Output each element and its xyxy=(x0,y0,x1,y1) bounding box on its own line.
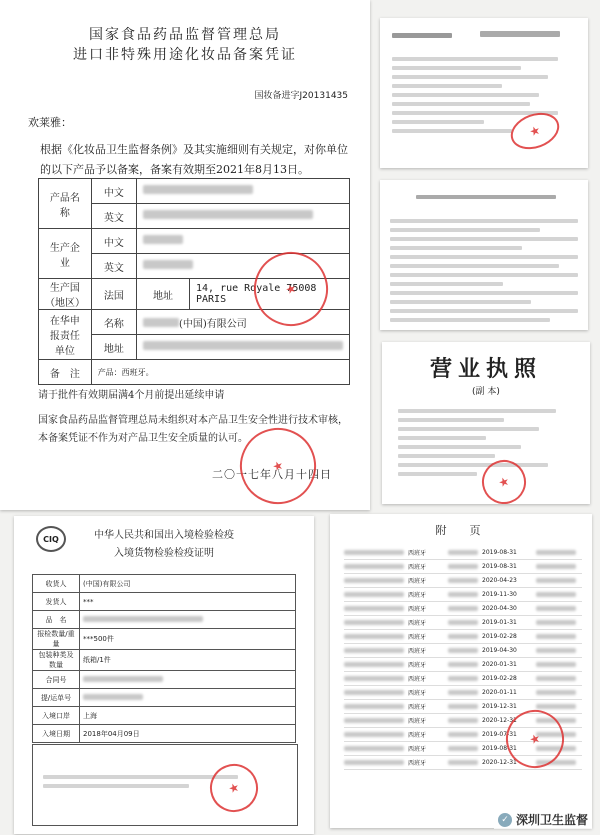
label-english: 英文 xyxy=(91,204,136,229)
filing-certificate xyxy=(0,0,370,510)
label-product-name: 产品名称 xyxy=(39,179,92,229)
label-english: 英文 xyxy=(91,254,136,279)
watermark-text: 深圳卫生监督 xyxy=(515,813,588,827)
label-chinese: 中文 xyxy=(91,229,136,254)
appendix-page xyxy=(330,514,592,828)
invoice-title xyxy=(480,26,560,42)
row-date: 2020-04-23 xyxy=(482,577,517,584)
row-origin: 西班牙 xyxy=(408,704,427,711)
row-origin: 西班牙 xyxy=(408,648,427,655)
row-date: 2019-12-31 xyxy=(482,703,517,710)
row-origin: 西班牙 xyxy=(408,690,427,697)
appendix-row xyxy=(344,588,582,602)
appendix-row xyxy=(344,672,582,686)
label-manufacturer: 生产企业 xyxy=(39,229,92,279)
appendix-row xyxy=(344,658,582,672)
row-date: 2020-12-31 xyxy=(482,717,517,724)
row-origin: 西班牙 xyxy=(408,732,427,739)
row-origin: 西班牙 xyxy=(408,676,427,683)
row-date: 2019-08-31 xyxy=(482,563,517,570)
invoice-number xyxy=(392,28,452,43)
inspection-table: 收货人 (中国)有限公司 发货人 *** 品 名 报检数量/重量 ***500件 包装种类及数量 纸箱/1件 合同号 提/运单号 入境口岸 上海 入境日期 2018年04月09日 xyxy=(32,574,296,743)
appendix-row xyxy=(344,686,582,700)
row-origin: 西班牙 xyxy=(408,578,427,585)
row-date: 2020-12-31 xyxy=(482,759,517,766)
registration-number: 国妆备进字J20131435 xyxy=(254,91,348,101)
row-origin: 西班牙 xyxy=(408,592,427,599)
cert-title-line2: 进口非特殊用途化妆品备案凭证 xyxy=(73,47,297,63)
row-date: 2019-08-31 xyxy=(482,549,517,556)
invoice-document xyxy=(380,18,588,168)
row-date: 2019-01-31 xyxy=(482,619,517,626)
label-name: 名称 xyxy=(91,310,136,335)
disclaimer-note: 国家食品药品监督管理总局未组织对本产品卫生安全性进行技术审核，本备案凭证不作为对产品卫生安全质量的认可。 xyxy=(38,415,348,444)
cert-paragraph: 根据《化妆品卫生监督条例》及其实施细则有关规定，对你单位的以下产品予以备案，备案有效期至2021年8月13日。 xyxy=(40,143,348,176)
row-date: 2019-08-31 xyxy=(482,745,517,752)
origin-address: 14, rue Royale 75008 PARIS xyxy=(190,279,350,310)
label-address: 地址 xyxy=(137,279,190,310)
row-origin: 西班牙 xyxy=(408,620,427,627)
inspection-title-line2: 入境货物检验检疫证明 xyxy=(114,548,214,559)
appendix-row xyxy=(344,574,582,588)
license-subtitle: (副 本) xyxy=(472,387,500,397)
appendix-row xyxy=(344,644,582,658)
row-origin: 西班牙 xyxy=(408,564,427,571)
appendix-title: 附 页 xyxy=(435,524,487,537)
row-date: 2019-07-31 xyxy=(482,731,517,738)
label-chinese: 中文 xyxy=(91,179,136,204)
issue-date: 二〇一七年八月十四日 xyxy=(212,468,332,481)
label-remark: 备 注 xyxy=(39,360,92,385)
row-origin: 西班牙 xyxy=(408,718,427,725)
label-origin: 生产国（地区） xyxy=(39,279,92,310)
appendix-row xyxy=(344,602,582,616)
row-origin: 西班牙 xyxy=(408,746,427,753)
appendix-row xyxy=(344,560,582,574)
label-applicant: 在华申报责任单位 xyxy=(39,310,92,360)
business-license xyxy=(382,342,590,504)
remark-value: 产品：西班牙。 xyxy=(91,360,349,385)
list-body xyxy=(390,214,578,327)
wechat-icon: ✓ xyxy=(498,813,512,827)
row-date: 2019-02-28 xyxy=(482,675,517,682)
row-origin: 西班牙 xyxy=(408,662,427,669)
applicant-address xyxy=(137,335,350,360)
row-origin: 西班牙 xyxy=(408,760,427,767)
cert-title-line1: 国家食品药品监督管理总局 xyxy=(89,27,281,43)
row-origin: 西班牙 xyxy=(408,550,427,557)
appendix-row xyxy=(344,616,582,630)
inspection-title-line1: 中华人民共和国出入境检验检疫 xyxy=(94,530,234,541)
manufacturer-chinese xyxy=(137,229,350,254)
list-title xyxy=(416,190,556,204)
row-origin: 西班牙 xyxy=(408,606,427,613)
ciq-logo: CIQ xyxy=(36,526,66,552)
renewal-note: 请于批件有效期届满4个月前提出延续申请 xyxy=(38,390,225,401)
origin-country: 法国 xyxy=(91,279,136,310)
row-date: 2019-11-30 xyxy=(482,591,517,598)
row-date: 2020-01-31 xyxy=(482,661,517,668)
label-address: 地址 xyxy=(91,335,136,360)
appendix-row xyxy=(344,630,582,644)
row-date: 2019-04-30 xyxy=(482,647,517,654)
applicant-name: (中国)有限公司 xyxy=(137,310,350,335)
product-list-document xyxy=(380,180,588,330)
row-date: 2020-04-30 xyxy=(482,605,517,612)
row-date: 2019-02-28 xyxy=(482,633,517,640)
product-chinese-name xyxy=(137,179,350,204)
product-english-name xyxy=(137,204,350,229)
row-origin: 西班牙 xyxy=(408,634,427,641)
salutation: 欢莱雅： xyxy=(28,116,72,129)
watermark xyxy=(494,810,592,829)
appendix-row xyxy=(344,546,582,560)
license-title: 营业执照 xyxy=(429,356,542,382)
row-date: 2020-01-11 xyxy=(482,689,517,696)
inspection-certificate xyxy=(14,516,314,834)
